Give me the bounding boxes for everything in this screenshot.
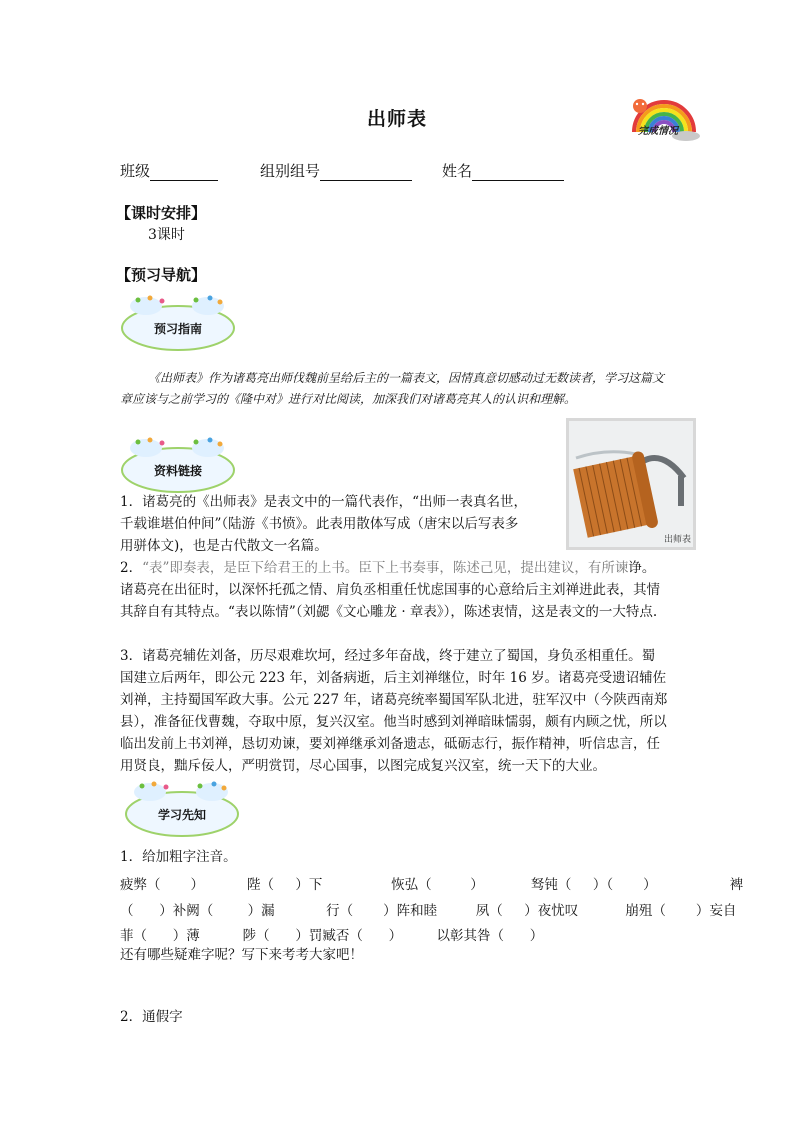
pinyin-row-3[interactable]: 菲（ ）薄 陟（ ）罚臧否（ ） 以彰其咎（ ） <box>120 928 544 944</box>
name-blank[interactable] <box>472 164 564 181</box>
material-p3: 3．诸葛亮辅佐刘备，历尽艰难坎坷，经过多年奋战，终于建立了蜀国，身负丞相重任。蜀国建立后两年，即公元 223 年，刘备病逝，后主刘禅继位，时年 16 岁。诸葛亮受遗诏辅佐刘禅，主持蜀国军政大事。公元 227 年，诸葛亮统率蜀国军队北进，驻军汉中（今陕西南郑县），准备征伐曹魏，夺取中原，复兴汉室。他当时感到刘禅暗昧懦弱，颇有内顾之忧，所以临出发前上书刘禅，恳切劝谏，要刘禅继承刘备遗志，砥砺志行，振作精神，听信忠言，任用贤良，黜斥佞人，严明赏罚，尽心国事，以图完成复兴汉室，统一天下的大业。 <box>120 648 668 774</box>
completion-badge <box>626 92 704 144</box>
schedule-heading: 【课时安排】 <box>116 204 207 222</box>
material-p2-rest: 诤。诸葛亮在出征时，以深怀托孤之情、肩负丞相重任忧虑国事的心意给后主刘禅进此表，其情其辞自有其特点。“表以陈情”（刘勰《文心雕龙 · 章表》），陈述衷情，这是表文的一大特点. <box>120 560 660 620</box>
material-p1-line3: 用骈体文)，也是古代散文一名篇。 <box>120 538 328 554</box>
materials-logo <box>116 434 240 496</box>
class-field[interactable] <box>120 160 218 181</box>
pinyin-row-1[interactable]: 疲弊（ ） 陛（ ）下 恢弘（ ） 驽钝（ ）（ ） 裨 <box>120 877 744 893</box>
class-blank[interactable] <box>150 164 218 181</box>
badge-label: 完成情况 <box>638 126 678 137</box>
bamboo-scroll-photo <box>566 418 696 550</box>
page-title: 出师表 <box>366 108 427 130</box>
question-2: 2．通假字 <box>120 1009 183 1025</box>
group-label: 组别组号 <box>260 162 321 180</box>
material-p1-line2: 千载谁堪伯仲间”（陆游《书愤》。此表用散体写成（唐宋以后写表多 <box>120 516 519 532</box>
schedule-value: 3课时 <box>148 227 185 243</box>
materials-logo-label: 资料链接 <box>153 464 202 478</box>
group-field[interactable] <box>260 160 412 181</box>
group-blank[interactable] <box>320 164 412 181</box>
prior-logo-label: 学习先知 <box>157 808 206 822</box>
photo-caption: 出师表 <box>664 535 692 545</box>
bamboo-scroll-image <box>566 418 696 550</box>
guide-logo-label: 预习指南 <box>153 322 202 336</box>
material-p2 <box>120 557 668 623</box>
material-p2-grey: “表”即奏表，是臣下给君王的上书。臣下上书奏事，陈述己见，提出建议，有所谏 <box>142 560 629 576</box>
question-1-note: 还有哪些疑难字呢？写下来考考大家吧！ <box>120 947 363 963</box>
guide-logo <box>116 292 240 354</box>
name-label: 姓名 <box>442 162 473 180</box>
material-p1-line1: 1．诸葛亮的《出师表》是表文中的一篇代表作，“出师一表真名世， <box>120 494 527 510</box>
material-p2-prefix: 2． <box>120 560 143 576</box>
pinyin-row-2[interactable]: （ ）补阙（ ）漏 行（ ）阵和睦 夙（ ）夜忧叹 崩殂（ ）妄自 <box>120 903 737 919</box>
prior-logo <box>120 778 244 840</box>
guide-text: 《出师表》作为诸葛亮出师伐魏前呈给后主的一篇表文，因情真意切感动过无数读者，学习这篇文章应该与之前学习的《隆中对》进行对比阅读，加深我们对诸葛亮其人的认识和理解。 <box>120 371 665 406</box>
name-field[interactable] <box>442 160 564 181</box>
class-label: 班级 <box>120 162 151 180</box>
question-1: 1．给加粗字注音。 <box>120 849 237 865</box>
preview-heading: 【预习导航】 <box>116 266 207 284</box>
